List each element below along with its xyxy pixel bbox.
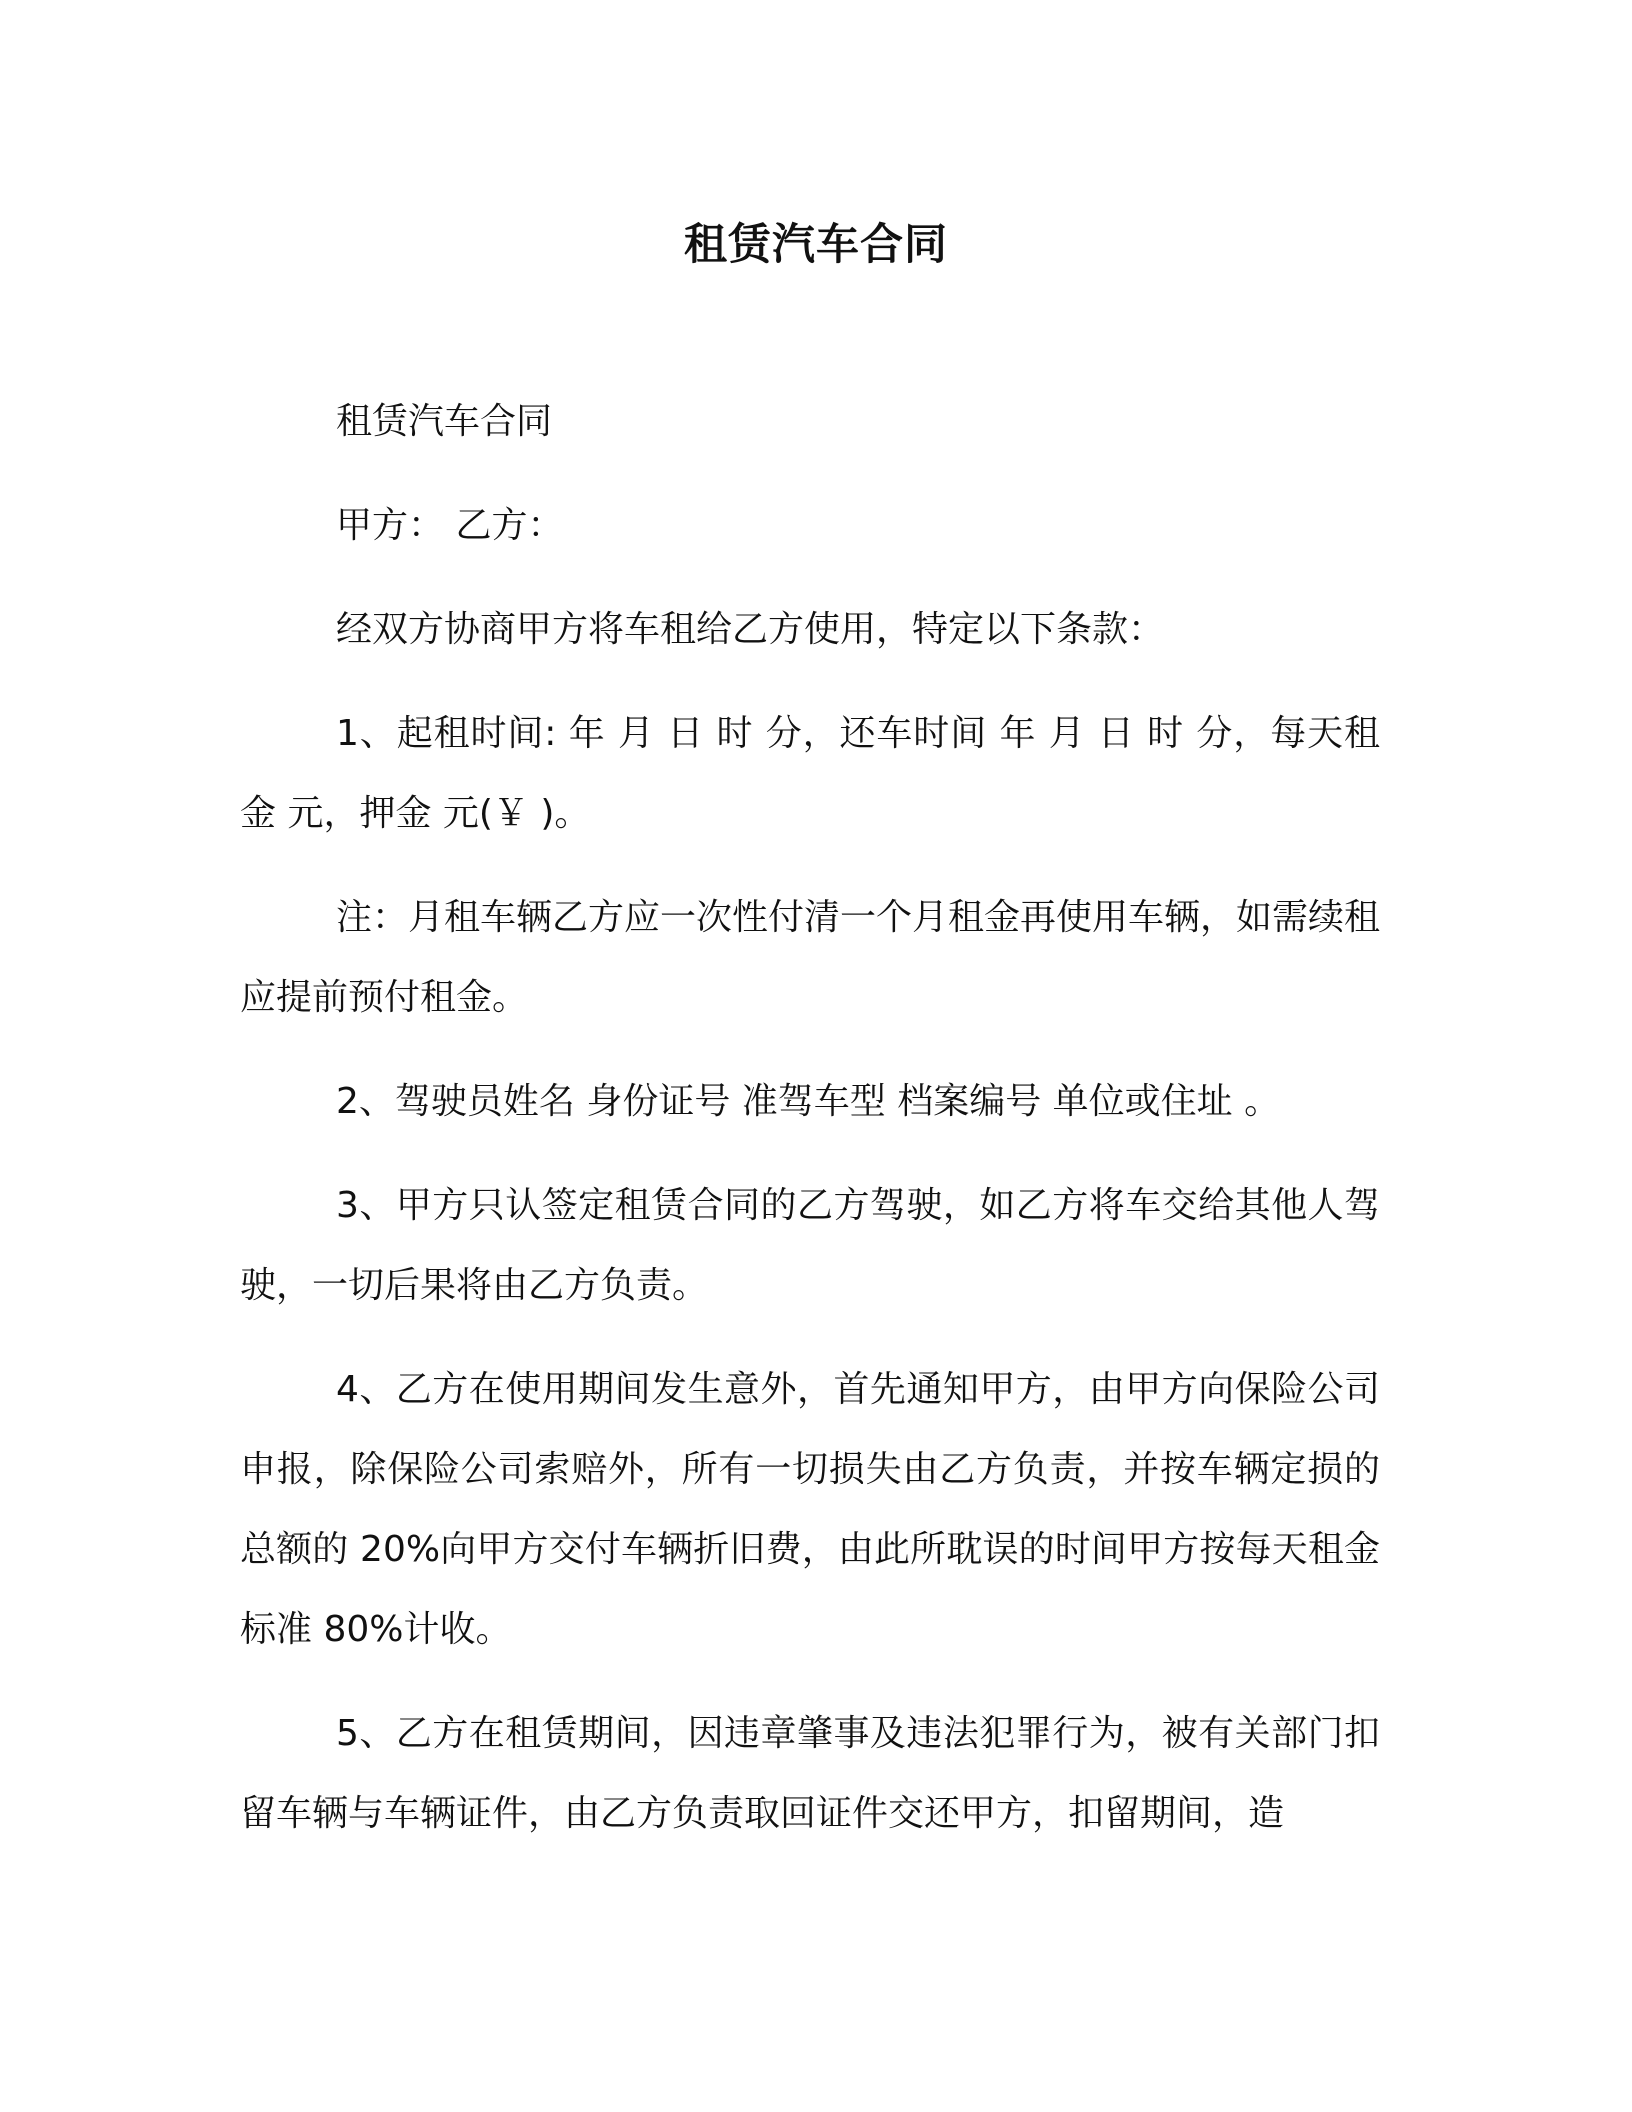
paragraph-clause-3: 3、甲方只认签定租赁合同的乙方驾驶，如乙方将车交给其他人驾驶，一切后果将由乙方负责。 xyxy=(240,1185,1380,1306)
paragraph-intro: 经双方协商甲方将车租给乙方使用，特定以下条款： xyxy=(336,609,1165,650)
paragraph-clause-5: 5、乙方在租赁期间，因违章肇事及违法犯罪行为，被有关部门扣留车辆与车辆证件，由乙方负责取回证件交还甲方，扣留期间，造 xyxy=(240,1713,1380,1834)
paragraph-clause-4: 4、乙方在使用期间发生意外，首先通知甲方，由甲方向保险公司申报，除保险公司索赔外，所有一切损失由乙方负责，并按车辆定损的总额的 20%向甲方交付车辆折旧费，由此所耽误的时间甲方按每天租金标准 80%计收。 xyxy=(240,1369,1380,1650)
paragraph-parties: 甲方： 乙方： xyxy=(336,505,564,546)
document-title: 租赁汽车合同 xyxy=(684,220,948,270)
paragraph-clause-2: 2、驾驶员姓名 身份证号 准驾车型 档案编号 单位或住址 。 xyxy=(336,1081,1281,1122)
paragraph-heading: 租赁汽车合同 xyxy=(336,401,553,442)
paragraph-note: 注：月租车辆乙方应一次性付清一个月租金再使用车辆，如需续租应提前预付租金。 xyxy=(240,897,1381,1018)
document-body xyxy=(240,382,1380,1878)
paragraph-clause-1: 1、起租时间: 年 月 日 时 分，还车时间 年 月 日 时 分，每天租金 元，押金 元(￥ )。 xyxy=(240,713,1380,834)
